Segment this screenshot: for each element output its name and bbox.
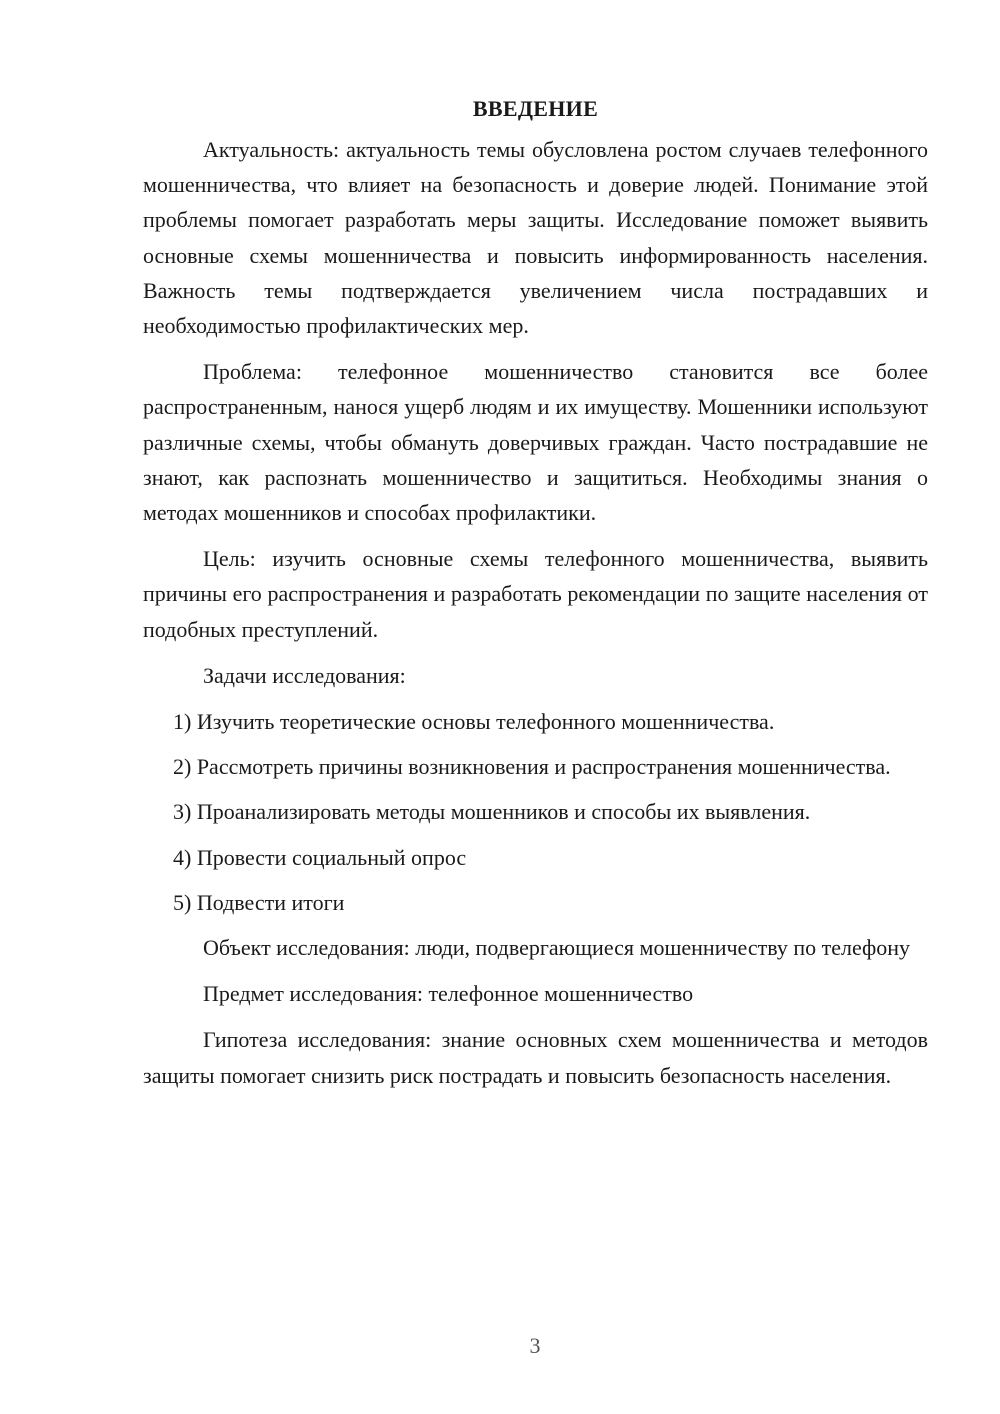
page-number: 3 (529, 1333, 541, 1358)
paragraph-problem: Проблема: телефонное мошенничество становится все более распространенным, нанося ущерб людям и их имуществу. Мошенники используют различные схемы, чтобы обмануть доверчивых граждан. Часто пострадавшие не знают, как распознать мошенничество и защититься. Необходимы знания о методах мошенников и способах профилактики. (143, 359, 928, 526)
task-item-5: 5) Подвести итоги (173, 889, 345, 915)
task-item-2: 2) Рассмотреть причины возникновения и распространения мошенничества. (173, 754, 891, 780)
paragraph-goal: Цель: изучить основные схемы телефонного мошенничества, выявить причины его распространения и разработать рекомендации по защите населения от подобных преступлений. (143, 546, 928, 642)
task-item-3: 3) Проанализировать методы мошенников и способы их выявления. (173, 799, 811, 825)
page-title: ВВЕДЕНИЕ (472, 96, 599, 121)
task-item-1: 1) Изучить теоретические основы телефонного мошенничества. (173, 709, 775, 735)
task-item-4: 4) Провести социальный опрос (173, 844, 467, 870)
paragraph-relevance: Актуальность: актуальность темы обусловлена ростом случаев телефонного мошенничества, что влияет на безопасность и доверие людей. Понимание этой проблемы помогает разработать меры защиты. Исследование поможет выявить основные схемы мошенничества и повысить информированность населения. Важность темы подтверждается увеличением числа пострадавших и необходимостью профилактических мер. (143, 137, 928, 339)
paragraph-hypothesis: Гипотеза исследования: знание основных схем мошенничества и методов защиты помогает снизить риск пострадать и повысить безопасность населения. (143, 1027, 928, 1088)
paragraph-object: Объект исследования: люди, подвергающиеся мошенничеству по телефону (203, 935, 911, 961)
tasks-heading: Задачи исследования: (203, 662, 406, 688)
document-page (143, 92, 928, 1104)
paragraph-subject: Предмет исследования: телефонное мошенничество (203, 981, 694, 1007)
